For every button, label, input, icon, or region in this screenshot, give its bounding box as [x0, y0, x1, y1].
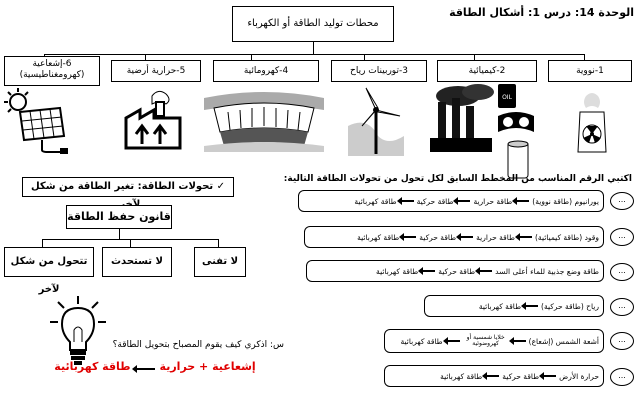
answer-line: [40, 360, 270, 373]
transformation-row-3: طاقة وضع جذبية للماء أعلى السد طاقة حركية طاقة كهربائية: [306, 260, 604, 282]
answer-blank-3[interactable]: ...: [610, 263, 634, 281]
nuclear-icon: [572, 88, 612, 156]
transformation-row-1: يورانيوم (طاقة نووية) طاقة حرارية طاقة حركية طاقة كهربائية: [298, 190, 604, 212]
answer-blank-1[interactable]: ...: [610, 192, 634, 210]
transformation-row-6: حرارة الأرض طاقة حركية طاقة كهربائية: [384, 365, 604, 387]
branch-transformed: تتحول من شكل لآخر: [4, 247, 94, 277]
answer-blank-6[interactable]: ...: [610, 368, 634, 386]
station-3-label: 3-توربينات رياح: [331, 60, 427, 82]
transformation-row-5: أشعة الشمس (إشعاع) خلايا شمسية أو كهروضوئية طاقة كهربائية: [384, 329, 604, 353]
branch-not-destroyed: لا تفنى: [194, 247, 246, 277]
question-text: س: اذكري كيف يقوم المصباح بتحويل الطاقة؟: [112, 340, 284, 350]
wind-turbine-icon: [348, 86, 404, 156]
station-2-label: 2-كيميائية: [437, 60, 537, 82]
transformation-row-4: رياح (طاقة حركية) طاقة كهربائية: [424, 295, 604, 317]
answer-blank-4[interactable]: ...: [610, 298, 634, 316]
station-6-label: 6-إشعاعية (كهرومغناطيسية): [4, 56, 100, 86]
conservation-law-box: قانون حفظ الطاقة: [66, 205, 172, 229]
station-4-label: 4-كهرومائية: [213, 60, 319, 82]
transformation-title-box: ✓ تحولات الطاقة: تغير الطاقة من شكل: [22, 177, 234, 197]
light-bulb-icon: [50, 296, 106, 366]
solar-panel-icon: [4, 88, 70, 154]
dam-icon: [204, 88, 324, 152]
top-box: محطات توليد الطاقة أو الكهرباء: [232, 6, 394, 42]
answer-electrical: طاقة كهربائية: [54, 360, 131, 373]
station-1-label: 1-نووية: [548, 60, 632, 82]
transformation-row-2: وقود (طاقة كيميائية) طاقة حرارية طاقة حركية طاقة كهربائية: [304, 226, 604, 248]
station-5-label: 5-حرارية أرضية: [111, 60, 201, 82]
answer-radiant-thermal: إشعاعية + حرارية: [159, 360, 256, 373]
svg-text:OIL: OIL: [502, 94, 512, 101]
answer-blank-5[interactable]: ...: [610, 332, 634, 350]
branch-not-created: لا تستحدث: [102, 247, 172, 277]
factory-oil-icon: [428, 82, 540, 182]
lesson-title: الوحدة 14: درس 1: أشكال الطاقة: [449, 6, 634, 19]
geothermal-icon: [122, 88, 184, 152]
answer-blank-2[interactable]: ...: [610, 228, 634, 246]
exercise-instruction: اكتبي الرقم المناسب من المخطط السابق لكل تحول من تحولات الطاقة التالية:: [283, 174, 632, 184]
